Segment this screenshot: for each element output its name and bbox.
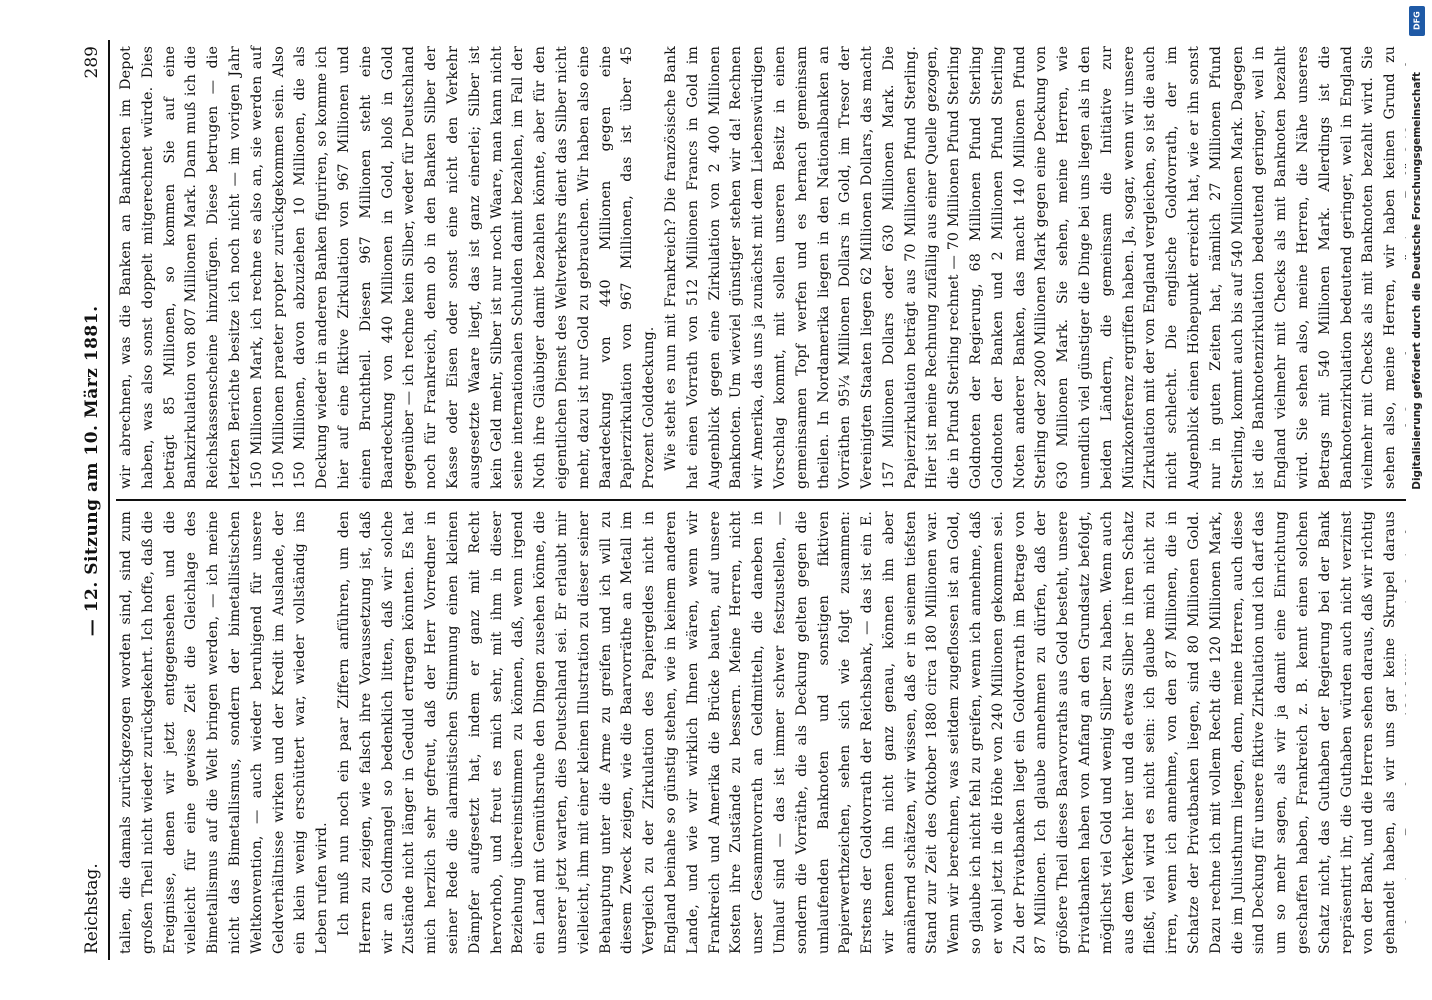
left-column <box>116 505 1406 960</box>
paragraph: talien, die damals zurückgezogen worden sind, sind zum großen Theil nicht wieder zurückgekehrt. Ich hoffe, daß die Ereignisse, denen wir jetzt entgegensehen und die vielleicht für eine gewisse Zeit die Gleichlage des Bimetallismus auf die Welt bringen werden, — ich meine nicht das Bimetallismus, sondern der bimetallistischen Weltkonvention, — auch wieder beruhigend für unsere Geldverhältnisse wirken und der Kredit im Auslande, der ein klein wenig erschüttert war, wieder vollständig ins Leben rufen wird. <box>118 511 331 954</box>
header-left: Reichstag. <box>82 863 102 954</box>
paragraph: wir abrechnen, was die Banken an Banknoten im Depot haben, was also sonst doppelt mitgerechnet würde. Dies beträgt 85 Millionen, so kommen Sie auf eine Bankzirkulation von 807 Millionen Mark. Dann muß ich die Reichskassenscheine hinzufügen. Diese betrugen — die letzten Berichte besitze ich noch nicht — im vorigen Jahr 150 Millionen Mark, ich rechne es also an, sie werden auf 150 Millionen praeter propter zurückgekommen sein. Also 150 Millionen, davon abzuziehen 10 Millionen, die als Deckung wieder in anderen Banken figuriren, so komme ich hier auf eine fiktive Zirkulation von 967 Millionen und einen Bruchtheil. Diesen 967 Millionen steht eine Baardeckung von 440 Millionen in Gold, bloß in Gold gegenüber — ich rechne kein Silber, weder für Deutschland noch für Frankreich, denn ob in den Banken Silber der Kasse oder Eisen oder sonst eine nicht den Verkehr ausgesetzte Waare liegt, das ist ganz einerlei; Silber ist kein Geld mehr, Silber ist nur noch Waare, man kann nicht seine internationalen Schulden damit bezahlen, im Fall der Noth ihre Gläubiger damit bezahlen könnte, aber für den eigentlichen Dienst des Weltverkehrs dient das Silber nicht mehr, dazu ist nur Gold zu gebrauchen. Wir haben also eine Baardeckung von 440 Millionen gegen eine Papierzirkulation von 967 Millionen, das ist über 45 Prozent Golddeckung. <box>118 46 658 489</box>
dfg-logo-icon: DFG <box>1409 6 1425 36</box>
paragraph: Ich muß nun noch ein paar Ziffern anführen, um den Herren zu zeigen, wie falsch ihre Voraussetzung ist, daß wir an Goldmangel so bedenklich litten, daß wir solche Zustände nicht länger in Geduld ertragen könnten. Es hat mich herzlich sehr gefreut, daß der Herr Vorredner in seiner Rede die alarmistischen Stimmung einen kleinen Dämpfer aufgesetzt hat, indem er ganz mit Recht hervorhob, und freut es mich sehr, mit ihm in dieser Beziehung übereinstimmen zu können, daß, wenn irgend ein Land mit Gemüthsruhe den Dingen zusehen könne, die unserer jetzt warten, dies Deutschland sei. Er erlaubt mir vielleicht, ihm mit einer kleinen Illustration zu dieser seiner Behauptung unter die Arme zu greifen und ich will zu diesem Zweck zeigen, wie die Baarvorräthe an Metall im Vergleich zu der Zirkulation des Papiergeldes nicht in England beinahe so günstig stehen, wie in keinem anderen Lande, und wie wir wirklich Ihnen wären, wenn wir Frankreich und Amerika die Brücke bauten, auf unsere Kosten ihre Zustände zu bessern. Meine Herren, nicht unser Gesammtvorrath an Geldmitteln, die daneben in Umlauf sind — das ist immer schwer festzustellen, — sondern die Vorräthe, die als Deckung gelten gegen die umlaufenden Banknoten und sonstigen fiktiven Papierwerthzeichen, sehen sich wie folgt zusammen: Erstens der Goldvorrath der Reichsbank, — das ist ein E. wir kennen ihn nicht ganz genau, können ihn aber annähernd schätzen, wir wissen, daß er in seinem tiefsten Stand zur Zeit des Oktober 1880 circa 180 Millionen war. Wenn wir berechnen, was seitdem zugeflossen ist an Gold, so glaube ich nicht fehl zu greifen, wenn ich annehme, daß er wohl jetzt in die Höhe von 240 Millionen gekommen sei. Zu der Privatbanken liegt ein Goldvorrath im Betrage von 87 Millionen. Ich glaube annehmen zu dürfen, daß der größere Theil dieses Baarvorraths aus Gold besteht, unsere Privatbanken haben von Anfang an den Grundsatz befolgt, möglichst viel Gold und wenig Silber zu haben. Wenn auch aus dem Verkehr hier und da etwas Silber in ihren Schatz fließt, viel wird es nicht sein: ich glaube mich nicht zu irren, wenn ich annehme, von den 87 Millionen, die in Schatze der Privatbanken liegen, sind 80 Millionen Gold. Dazu rechne ich mit vollem Recht die 120 Millionen Mark, die im Juliusthurm liegen, denn, meine Herren, auch diese sind Deckung für unsere fiktive Zirkulation und ich darf das um so mehr sagen, als wir ja damit eine Einrichtung geschaffen haben, Frankreich z. B. kennt einen solchen Schatz nicht, das Guthaben der Regierung bei der Bank repräsentirt ihr, die Guthaben würden auch nicht verzinst von der Bank, und die Herren sehen daraus, daß wir richtig gehandelt haben, als wir uns gar keine Skrupel daraus <box>335 511 1399 954</box>
header-title: — 12. Sitzung am 10. März 1881. <box>82 305 102 637</box>
digitization-credit <box>1408 6 1426 994</box>
column-divider <box>116 495 1406 505</box>
credit-text: Digitalisierung gefördert durch die Deutsche Forschungsgemeinschaft <box>1411 72 1423 490</box>
divider-rule <box>116 499 1406 501</box>
page-number: 289 <box>82 46 102 79</box>
paragraph: Wie steht es nun mit Frankreich? Die französische Bank hat einen Vorrath von 512 Millionen Francs in Gold im Augenblick gegen eine Zirkulation von 2 400 Millionen Banknoten. Um wieviel günstiger stehen wir da! Rechnen wir Amerika, das uns ja zunächst mit dem Liebenswürdigen Vorschlag kommt, mit sollen unseren Besitz in einen gemeinsamen Topf werfen und es hernach gemeinsam theilen. In Nordamerika liegen in den Nationalbanken an Vorräthen 95¼ Millionen Dollars in Gold, im Tresor der Vereinigten Staaten liegen 62 Millionen Dollars, das macht 157 Millionen Dollars oder 630 Millionen Mark. Die Papierzirkulation beträgt aus 70 Millionen Pfund Sterling. Hier ist meine Rechnung zufällig aus einer Quelle gezogen, die in Pfund Sterling rechnet — 70 Millionen Pfund Sterling Goldnoten der Regierung, 68 Millionen Pfund Sterling Goldnoten der Banken und 2 Millionen Pfund Sterling Noten anderer Banken, das macht 140 Millionen Pfund Sterling oder 2800 Millionen Mark gegen eine Deckung von 630 Millionen Mark. Sie sehen, meine Herren, wie unendlich viel günstiger die Dinge bei uns liegen als in den beiden Ländern, die gemeinsam die Initiative zur Münzkonferenz ergriffen haben. Ja, sogar, wenn wir unsere Zirkulation mit der von England vergleichen, so ist die auch nicht schlecht. Die englische Goldvorrath, der im Augenblick einen Höhepunkt erreicht hat, wie er ihn sonst nur in guten Zeiten hat, nämlich 27 Millionen Pfund Sterling, kommt auch bis auf 540 Millionen Mark. Dagegen ist die Banknotenzirkulation bedeutend geringer, weil in England vielmehr mit Checks als mit Banknoten bezahlt wird. Sie sehen also, meine Herren, die Nähe unseres Betrags mit 540 Millionen Mark. Allerdings ist die Banknotenzirkulation bedeutend geringer, weil in England vielmehr mit Checks als mit Banknoten bezahlt wird. Sie sehen also, meine Herren, wir haben keinen Grund zu <box>662 46 1399 489</box>
rotated-sheet <box>76 40 1416 960</box>
running-header <box>76 40 110 960</box>
right-column <box>116 40 1406 495</box>
text-columns <box>116 40 1406 960</box>
